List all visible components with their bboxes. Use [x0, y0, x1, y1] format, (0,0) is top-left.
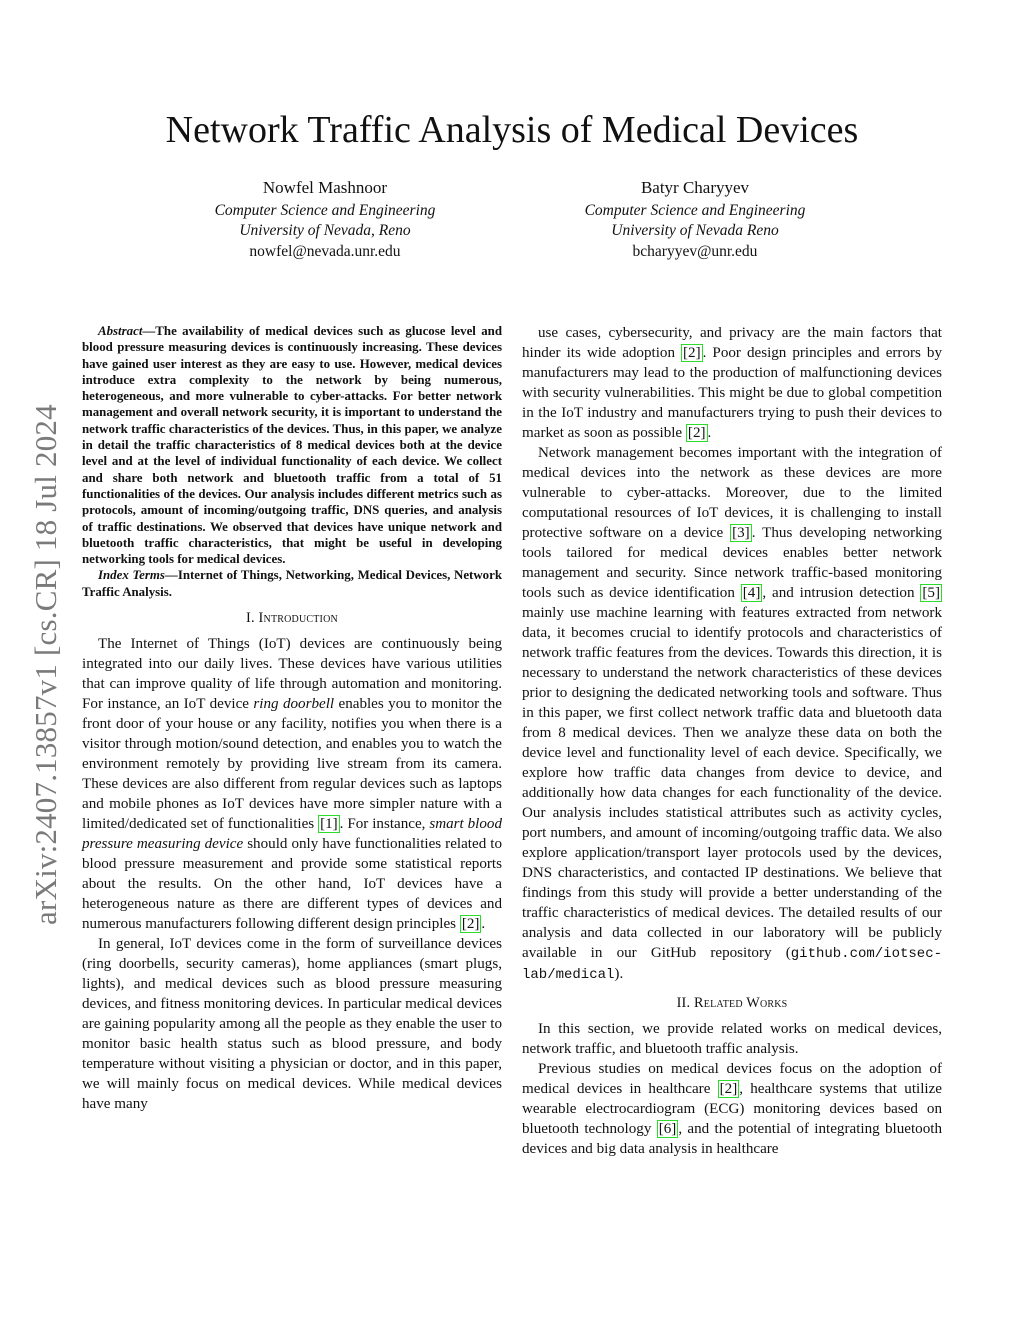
arxiv-identifier: arXiv:2407.13857v1 [cs.CR] 18 Jul 2024 [28, 404, 63, 925]
section-heading-introduction: I. Introduction [246, 610, 338, 627]
author-email[interactable]: bcharyyev@unr.edu [632, 242, 758, 260]
intro-paragraph-continued: use cases, cybersecurity, and privacy are the main factors that hinder its wide adoption [2] . Poor design principles and errors by manufacturers may lead to the production of malfunctioning devices with security vulnerabilities. This might be due to global competition in the IoT industry and manufacturers trying to push their devices to market as soon as possible [2] . [522, 325, 942, 441]
citation-link[interactable]: [2] [461, 916, 480, 933]
intro-paragraph-2: In general, IoT devices come in the form of surveillance devices (ring doorbells, security cameras), home appliances (smart plugs, lights), and medical devices such as blood pressure measuring devices, and fitness monitoring devices. In particular medical devices are gaining popularity among all the people as they enable the user to monitor basic health status such as blood pressure, and body temperature without visiting a physician or doctor, and in this paper, we will mainly focus on medical devices. While medical devices have many [82, 936, 502, 1113]
abstract-label: Abstract [98, 324, 143, 338]
citation-link[interactable]: [2] [683, 345, 701, 361]
citation-link[interactable]: [3] [732, 525, 750, 541]
citation-link[interactable]: [4] [742, 585, 761, 601]
intro-paragraph-1: The Internet of Things (IoT) devices are continuously being integrated into our daily lives. These devices have various utilities that can improve quality of life through automation and monitoring. For instance, an IoT device ring doorbell enables you to monitor the front door of your house or any facility, notifies you when there is a visitor through motion/sound detection, and enables you to watch the environment remotely by providing live stream from its camera. These devices are also different from regular devices such as laptops and mobile phones as IoT devices have more simpler nature with a limited/dedicated set of functionalities [1] . For instance, smart blood pressure measuring device should only have functionalities related to blood pressure measurement and provide some statistical reports about the results. On the other hand, IoT devices have a heterogeneous nature as there are different types of devices and numerous manufacturers following different design principles [2] . [82, 636, 503, 933]
paper-title: Network Traffic Analysis of Medical Devices [165, 109, 859, 151]
github-repo-link[interactable]: github.com/iotsec-lab/medical [522, 946, 942, 983]
index-terms [82, 567, 502, 600]
section-heading-related-works: II. Related Works [676, 995, 788, 1011]
author-department: Computer Science and Engineering [214, 201, 436, 219]
citation-link[interactable]: [5] [922, 585, 940, 601]
intro-paragraph-3: Network management becomes important with the integration of medical devices into the network as these devices are more vulnerable to cyber-attacks. Moreover, due to the limited computational resources of IoT devices, it is challenging to install protective software on a device [3] . Thus developing networking tools tailored for medical devices enables better network management and security. Since network traffic-based monitoring tools such as device identification [4] , and intrusion detection [5] mainly use machine learning with features extracted from network data, it becomes crucial to identify protocols and characteristics of network traffic features from the devices. Towards this direction, it is necessary to understand the network characteristics of these devices prior to designing the dedicated networking tools and software. Thus in this paper, we first collect network traffic data and bluetooth data from 8 medical devices. Then we analyze these data on both the device level and functionality level of each device. Specifically, we explore how traffic data changes from device to device, and additionally how data changes for each functionality of the device. Our analysis includes statistical attributes such as activity cycles, port numbers, and amount of incoming/outgoing traffic data. We also explore application/transport layer protocols used by the devices, DNS characteristics, and contacted IP destinations. We believe that findings from this study will provide a better understanding of the traffic characteristics of medical devices. The detailed results of our analysis and data collected in our laboratory will be publicly available in our GitHub repository (github.com/iotsec-lab/medical). [522, 445, 942, 983]
author-name: Nowfel Mashnoor [262, 178, 388, 197]
abstract-text: —The availability of medical devices such as glucose level and blood pressure measuring devices is continuously increasing. These devices have gained user interest as they are easy to use. However, medical devices introduce extra complexity to the network by being numerous, heterogeneous, and more vulnerable to cyber-attacks. For better network management and overall network security, it is important to understand the network traffic characteristics of the devices. Thus, in this paper, we analyze in detail the traffic characteristics of 8 medical devices both at the device level and at the level of individual functionality of each device. We collect and share both network and bluetooth traffic from a total of 51 functionalities of the devices. Our analysis includes different metrics such as protocols, amount of incoming/outgoing traffic, DNS queries, and analysis of traffic destinations. We observed that devices have unique network and bluetooth traffic characteristics, that might be useful in developing networking tools for medical devices. [82, 324, 502, 567]
author-university: University of Nevada, Reno [239, 222, 411, 239]
author-block-2 [535, 178, 855, 262]
right-column [522, 323, 942, 1159]
author-university: University of Nevada Reno [611, 222, 779, 239]
emphasis-ring-doorbell: ring doorbell [253, 696, 335, 713]
citation-link[interactable]: [6] [658, 1121, 677, 1137]
emphasis-bp-device: smart blood pressure measuring device [82, 816, 503, 853]
left-column [82, 323, 502, 1114]
index-terms-label: Index Terms [98, 568, 165, 583]
related-paragraph-1: In this section, we provide related works on medical devices, network traffic, and bluetooth traffic analysis. [522, 1021, 942, 1057]
index-terms-text: —Internet of Things, Networking, Medical Devices, Network Traffic Analysis. [82, 568, 502, 599]
citation-link[interactable]: [2] [719, 1081, 738, 1097]
citation-link[interactable]: [1] [320, 816, 338, 833]
abstract [82, 323, 502, 567]
author-email[interactable]: nowfel@nevada.unr.edu [249, 242, 401, 260]
author-name: Batyr Charyyev [640, 178, 750, 197]
author-department: Computer Science and Engineering [584, 201, 806, 219]
author-block-1 [165, 178, 485, 262]
related-paragraph-2: Previous studies on medical devices focus on the adoption of medical devices in healthcare [2] , healthcare systems that utilize wearable electrocardiogram (ECG) monitoring devices based on bluetooth technology [6] , and the potential of integrating bluetooth devices and big data analysis in healthcare [522, 1061, 943, 1157]
citation-link[interactable]: [2] [687, 425, 706, 441]
